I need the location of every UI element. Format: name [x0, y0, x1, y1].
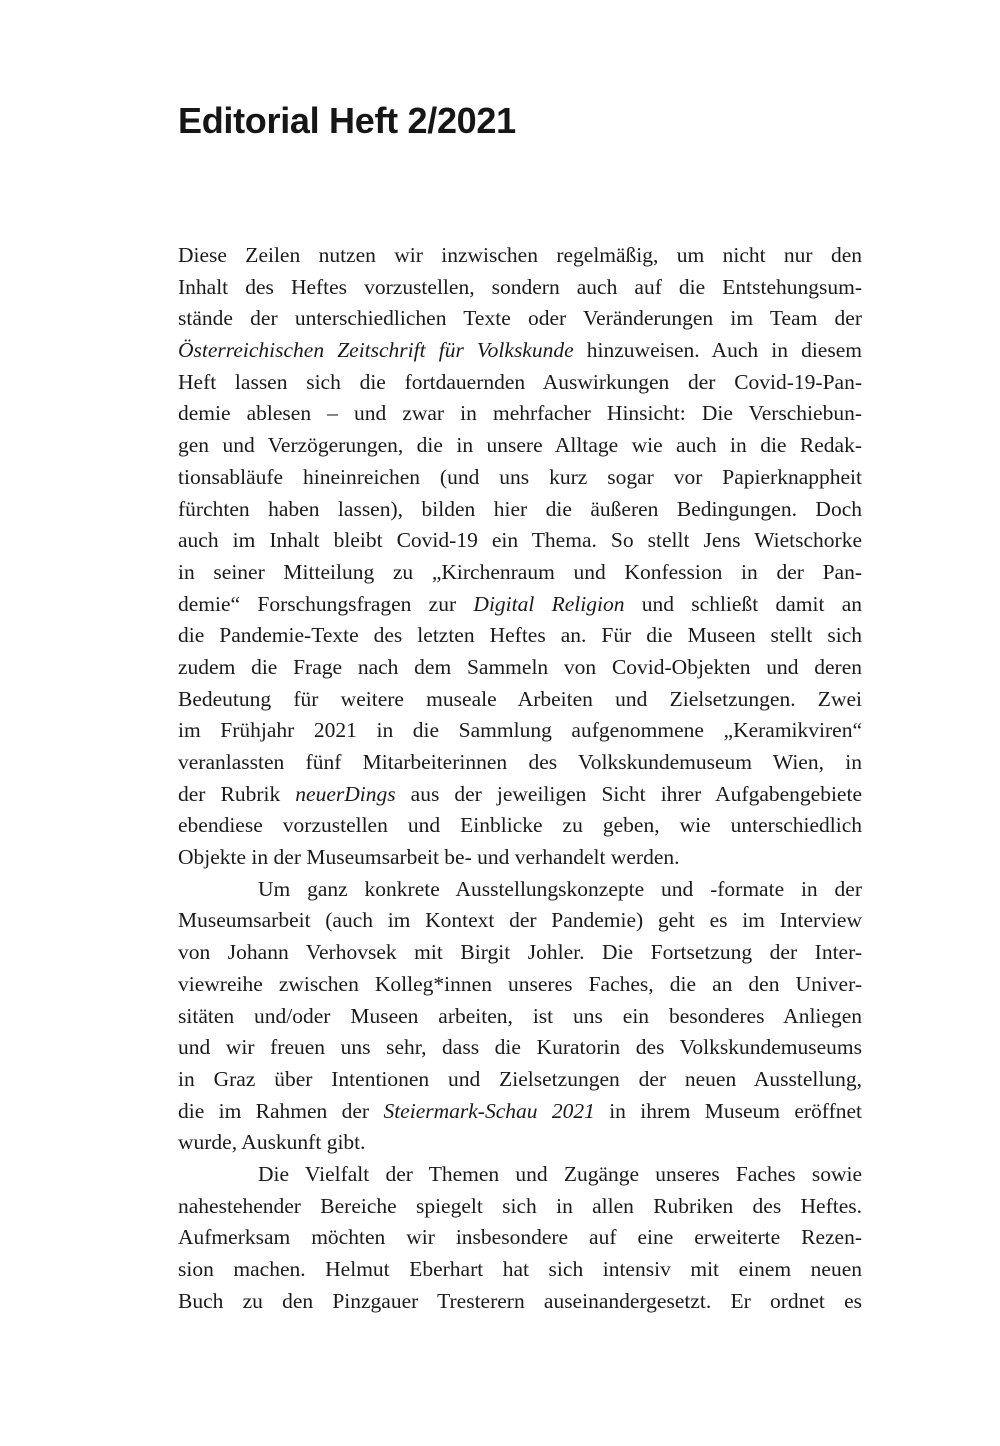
text-segment: in Graz über Intentionen und Zielsetzungen der neuen Ausstellung, [178, 1066, 862, 1091]
text-line [178, 303, 862, 335]
text-segment: in ihrem Museum eröffnet [594, 1098, 862, 1123]
text-segment: zudem die Frage nach dem Sammeln von Covid-Objekten und deren [178, 654, 862, 679]
text-line [178, 367, 862, 399]
text-segment: ebendiese vorzustellen und Einblicke zu geben, wie unterschiedlich [178, 813, 862, 838]
text-line [178, 1127, 862, 1159]
text-line [178, 1096, 862, 1128]
body-text [178, 240, 862, 1317]
text-segment: Aufmerksam möchten wir insbesondere auf eine erweiterte Rezen- [178, 1225, 862, 1250]
text-segment: Objekte in der Museumsarbeit be- und verhandelt werden. [178, 845, 680, 870]
text-segment: und wir freuen uns sehr, dass die Kuratorin des Volkskundemuseums [178, 1035, 862, 1060]
text-segment: und schließt damit an [624, 591, 862, 616]
text-line [178, 335, 862, 367]
text-segment: Inhalt des Heftes vorzustellen, sondern auch auf die Entstehungsum- [178, 274, 862, 299]
text-line [178, 1001, 862, 1033]
text-line [178, 747, 862, 779]
text-line [178, 1254, 862, 1286]
text-segment: im Frühjahr 2021 in die Sammlung aufgenommene „Keramikviren“ [178, 718, 862, 743]
text-segment: stände der unterschiedlichen Texte oder Veränderungen im Team der [178, 306, 862, 331]
italic-text: Steiermark-Schau 2021 [383, 1098, 595, 1123]
text-line [178, 1222, 862, 1254]
text-line [178, 874, 862, 906]
text-line [178, 557, 862, 589]
text-segment: veranlassten fünf Mitarbeiterinnen des Volkskundemuseum Wien, in [178, 750, 862, 774]
text-line [178, 1064, 862, 1096]
text-line [178, 1286, 862, 1318]
text-segment: fürchten haben lassen), bilden hier die äußeren Bedingungen. Doch [178, 496, 862, 521]
text-segment: in seiner Mitteilung zu „Kirchenraum und Konfession in der Pan- [178, 559, 862, 584]
text-segment: Die Vielfalt der Themen und Zugänge unseres Faches sowie [258, 1161, 862, 1186]
text-segment: auch im Inhalt bleibt Covid-19 ein Thema. So stellt Jens Wietschorke [178, 528, 862, 553]
text-segment: viewreihe zwischen Kolleg*innen unseres Faches, die an den Univer- [178, 971, 862, 996]
text-line [178, 842, 862, 874]
text-line [178, 620, 862, 652]
text-segment: der Rubrik [178, 781, 296, 806]
text-segment: Um ganz konkrete Ausstellungskonzepte und -formate in der [258, 876, 862, 901]
text-line [178, 272, 862, 304]
text-line [178, 969, 862, 1001]
italic-text: Österreichischen Zeitschrift für Volkskunde [178, 338, 574, 363]
text-segment: die Pandemie-Texte des letzten Heftes an. Für die Museen stellt sich [178, 623, 862, 648]
text-segment: hinzuweisen. Auch in diesem [573, 338, 862, 363]
text-segment: demie“ Forschungsfragen zur [178, 591, 474, 616]
text-segment: demie ablesen – und zwar in mehrfacher Hinsicht: Die Verschiebun- [178, 401, 862, 426]
text-segment: sion machen. Helmut Eberhart hat sich intensiv mit einem neuen [178, 1257, 862, 1281]
text-segment: Buch zu den Pinzgauer Tresterern auseinandergesetzt. Er ordnet es [178, 1288, 862, 1313]
text-segment: sitäten und/oder Museen arbeiten, ist uns ein besonderes Anliegen [178, 1003, 862, 1028]
text-line [178, 937, 862, 969]
page-title: Editorial Heft 2/2021 [178, 100, 516, 141]
text-segment: Diese Zeilen nutzen wir inzwischen regelmäßig, um nicht nur den [178, 243, 862, 267]
text-segment: tionsabläufe hineinreichen (und uns kurz sogar vor Papierknappheit [178, 464, 862, 489]
text-line [178, 494, 862, 526]
text-line [178, 589, 862, 621]
text-line [178, 715, 862, 747]
text-line [178, 525, 862, 557]
text-segment: Bedeutung für weitere museale Arbeiten und Zielsetzungen. Zwei [178, 686, 862, 711]
text-line [178, 1032, 862, 1064]
italic-text: neuerDings [295, 781, 396, 806]
italic-text: Digital Religion [473, 591, 625, 616]
text-segment: Heft lassen sich die fortdauernden Auswirkungen der Covid-19-Pan- [178, 369, 862, 394]
text-segment: gen und Verzögerungen, die in unsere Alltage wie auch in die Redak- [178, 433, 862, 458]
text-line [178, 905, 862, 937]
text-line [178, 430, 862, 462]
text-line [178, 652, 862, 684]
text-line [178, 398, 862, 430]
text-line [178, 1191, 862, 1223]
text-line [178, 240, 862, 272]
text-line [178, 779, 862, 811]
text-segment: wurde, Auskunft gibt. [178, 1130, 366, 1155]
text-line [178, 810, 862, 842]
text-segment: von Johann Verhovsek mit Birgit Johler. Die Fortsetzung der Inter- [178, 940, 862, 965]
text-line [178, 1159, 862, 1191]
text-segment: nahestehender Bereiche spiegelt sich in allen Rubriken des Heftes. [178, 1193, 862, 1218]
text-segment: die im Rahmen der [178, 1098, 384, 1123]
text-line [178, 462, 862, 494]
text-segment: aus der jeweiligen Sicht ihrer Aufgabengebiete [395, 781, 862, 806]
text-segment: Museumsarbeit (auch im Kontext der Pandemie) geht es im Interview [178, 908, 862, 933]
text-line [178, 684, 862, 716]
